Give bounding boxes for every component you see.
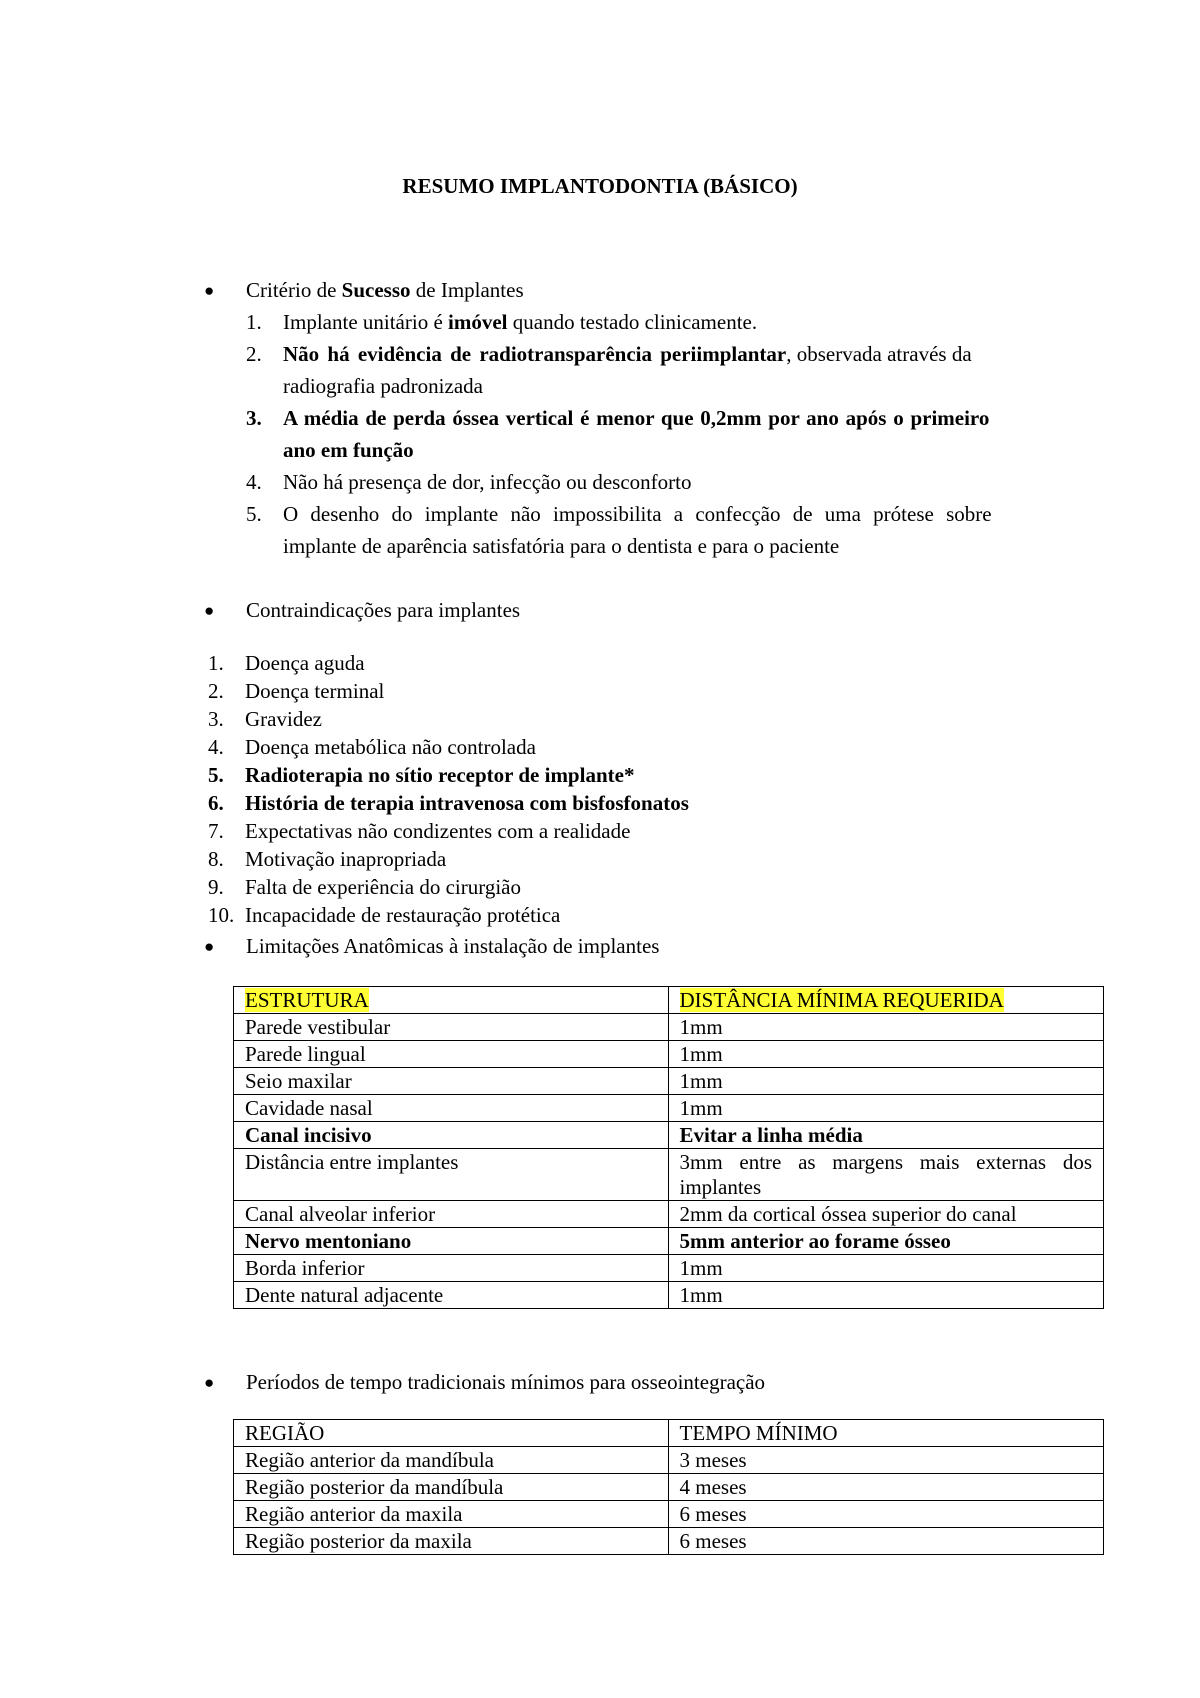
bullet-icon: ● (204, 937, 215, 956)
osseointegration-table (233, 1419, 1104, 1555)
table-header-cell: DISTÂNCIA MÍNIMA REQUERIDA (679, 988, 1004, 1012)
table-cell: Canal incisivo (234, 1122, 669, 1149)
list-item-continuation: implante de aparência satisfatória para o dentista e para o paciente (283, 534, 840, 558)
list-item: 6. História de terapia intravenosa com bisfosfonatos (208, 791, 689, 815)
list-item: 3. A média de perda óssea vertical é menor que 0,2mm por ano após o primeiro (246, 406, 990, 430)
table-row (234, 1282, 1104, 1309)
table-cell: Borda inferior (234, 1255, 669, 1282)
table-cell: Dente natural adjacente (234, 1282, 669, 1309)
list-item: 4. Não há presença de dor, infecção ou desconforto (246, 470, 692, 494)
document-title: RESUMO IMPLANTODONTIA (BÁSICO) (402, 174, 798, 198)
bullet-icon: ● (204, 281, 215, 300)
table-row (234, 1474, 1104, 1501)
table-header-cell: REGIÃO (234, 1420, 669, 1447)
table-cell: Canal alveolar inferior (234, 1201, 669, 1228)
table-cell: Evitar a linha média (668, 1122, 1104, 1149)
list-item-continuation: ano em função (283, 438, 414, 462)
table-cell: Região anterior da maxila (234, 1501, 669, 1528)
list-item: 5. O desenho do implante não impossibilita a confecção de uma prótese sobre (246, 502, 992, 526)
table-cell: 6 meses (668, 1528, 1104, 1555)
table-row (234, 1528, 1104, 1555)
document-page: RESUMO IMPLANTODONTIA (BÁSICO) ● Critério de Sucesso de Implantes 1. Implante unitário é imóvel quando testado clinicamente. 2. Não há evidência de radiotransparência periimplantar, observada através da radiografia padronizada 3. A média de perda óssea vertical é menor que 0,2mm por ano após o primeiro ano em função 4. Não há presença de dor, infecção ou desconforto 5. O desenho do implante não impossibilita a confecção de uma prótese sobre implante de aparência satisfatória para o dentista e para o paciente ● Contraindicações para implantes 1. Doença aguda 2. Doença terminal 3. Gravidez 4. Doença metabólica não controlada 5. Radioterapia no sítio receptor de implante* 6. História de terapia intravenosa com bisfosfonatos 7. Expectativas não condizentes com a realidade 8. Motivação inapropriada 9. Falta de experiência do cirurgião 10. Incapacidade de restauração protética ● Limitações Anatômicas à instalação de implantes ESTRUTURA DISTÂNCIA MÍNIMA REQUERIDA Parede vestibular 1mm Parede lingual 1mm Seio maxilar 1mm Cavidade nasal 1mm Canal incisivo Evitar a linha média Distância entre implantes 3mm entre as margens mais externas dos implantes Canal alveolar inferior 2mm da cortical óssea superior do canal Nervo mentoniano 5mm anterior ao forame ósseo Borda inferior 1mm Dente natural adjacente 1mm ● Períodos de tempo tradicionais mínimos para osseointegração REGIÃO TEMPO MÍNIMO Região anterior da mandíbula 3 meses Região posterior da mandíbula 4 meses Região anterior da maxila 6 meses Região posterior da maxila 6 meses (0, 0, 1200, 1698)
table-cell: 4 meses (668, 1474, 1104, 1501)
table-cell: 1mm (668, 1041, 1104, 1068)
table-row (234, 1447, 1104, 1474)
table-row (234, 1122, 1104, 1149)
table-cell: Parede lingual (234, 1041, 669, 1068)
table-cell: 1mm (668, 1095, 1104, 1122)
list-item: 2. Não há evidência de radiotransparência periimplantar, observada através da (246, 342, 972, 366)
bullet-icon: ● (204, 1373, 215, 1392)
table-row (234, 1014, 1104, 1041)
list-item: 3. Gravidez (208, 707, 322, 731)
table-cell: 2mm da cortical óssea superior do canal (668, 1201, 1104, 1228)
list-item: 10. Incapacidade de restauração protética (208, 903, 561, 927)
anatomical-limits-table (233, 986, 1104, 1309)
table-cell: 6 meses (668, 1501, 1104, 1528)
table-row (234, 1041, 1104, 1068)
list-item: 9. Falta de experiência do cirurgião (208, 875, 521, 899)
table-cell: 1mm (668, 1014, 1104, 1041)
table-row (234, 1501, 1104, 1528)
list-item: 8. Motivação inapropriada (208, 847, 447, 871)
list-item: 5. Radioterapia no sítio receptor de implante* (208, 763, 635, 787)
table-cell: 1mm (668, 1068, 1104, 1095)
table-cell: 1mm (668, 1255, 1104, 1282)
table-cell: Distância entre implantes (234, 1149, 669, 1201)
table-header-cell: ESTRUTURA (245, 988, 369, 1012)
list-item: 7. Expectativas não condizentes com a realidade (208, 819, 631, 843)
table-header-row (234, 1420, 1104, 1447)
table-cell: 1mm (668, 1282, 1104, 1309)
list-item: 1. Implante unitário é imóvel quando testado clinicamente. (246, 310, 758, 334)
table-header-cell: TEMPO MÍNIMO (668, 1420, 1104, 1447)
table-cell: Região posterior da mandíbula (234, 1474, 669, 1501)
table-cell: 5mm anterior ao forame ósseo (668, 1228, 1104, 1255)
table-cell: Nervo mentoniano (234, 1228, 669, 1255)
table-row (234, 1201, 1104, 1228)
table-row (234, 1068, 1104, 1095)
list-item: 1. Doença aguda (208, 651, 365, 675)
table-cell: Região posterior da maxila (234, 1528, 669, 1555)
table-cell: 3 meses (668, 1447, 1104, 1474)
table-row (234, 1228, 1104, 1255)
list-item-continuation: radiografia padronizada (283, 374, 483, 398)
table-cell: Seio maxilar (234, 1068, 669, 1095)
table-cell: Cavidade nasal (234, 1095, 669, 1122)
bullet-icon: ● (204, 601, 215, 620)
table-cell: Região anterior da mandíbula (234, 1447, 669, 1474)
table-header-row (234, 987, 1104, 1014)
table-cell: 3mm entre as margens mais externas dos implantes (668, 1149, 1104, 1201)
table-cell: Parede vestibular (234, 1014, 669, 1041)
table-row (234, 1149, 1104, 1201)
list-item: 4. Doença metabólica não controlada (208, 735, 536, 759)
table-row (234, 1255, 1104, 1282)
table-row (234, 1095, 1104, 1122)
list-item: 2. Doença terminal (208, 679, 385, 703)
